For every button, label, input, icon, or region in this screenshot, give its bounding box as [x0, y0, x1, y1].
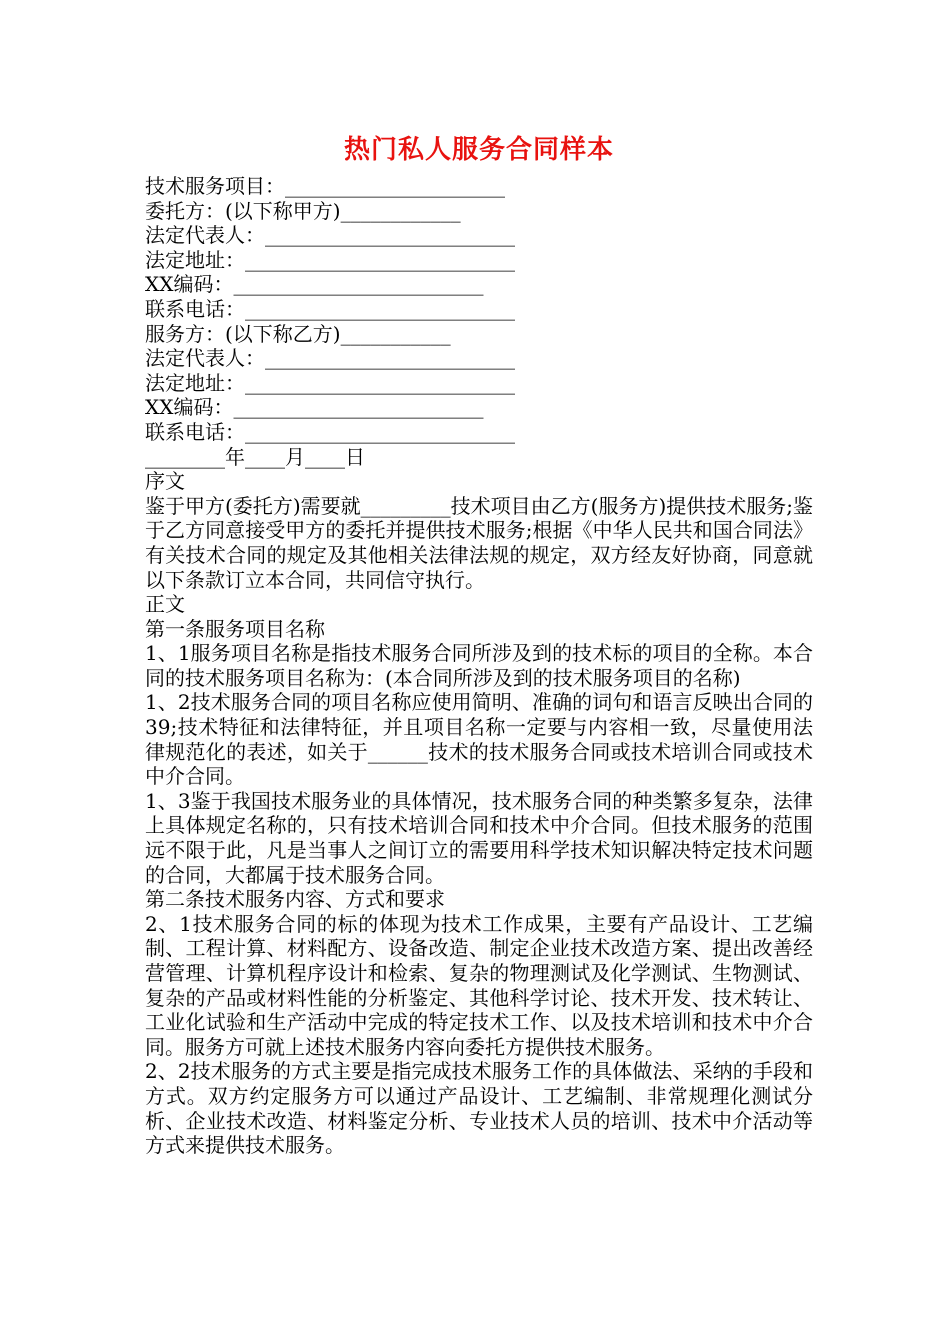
field-client-legal-rep: 法定代表人：_________________________: [145, 223, 515, 248]
article-1-heading: 第一条服务项目名称: [145, 616, 325, 641]
field-client: 委托方：(以下称甲方)____________: [145, 198, 461, 223]
clause-2-1: 2、1技术服务合同的标的体现为技术工作成果，主要有产品设计、工艺编制、工程计算、材料配方、设备改造、制定企业技术改造方案、提出改善经营管理、计算机程序设计和检索、复杂的物理测试及化学测试、生物测试、复杂的产品或材料性能的分析鉴定、其他科学讨论、技术开发、技术转让、工业化试验和生产活动中完成的特定技术工作、以及技术培训和技术中介合同。服务方可就上述技术服务内容向委托方提供技术服务。: [145, 911, 813, 1059]
field-client-address: 法定地址：___________________________: [145, 247, 515, 272]
section-preface-heading: 序文: [145, 469, 185, 494]
document-title: 热门私人服务合同样本: [343, 135, 614, 165]
article-2-heading: 第二条技术服务内容、方式和要求: [145, 887, 445, 912]
field-provider-phone: 联系电话：___________________________: [145, 419, 515, 444]
clause-1-3: 1、3鉴于我国技术服务业的具体情况，技术服务合同的种类繁多复杂，法律上具体规定名称的，只有技术培训合同和技术中介合同。但技术服务的范围远不限于此，凡是当事人之间订立的需要用科学技术知识解决特定技术问题的合同，大都属于技术服务合同。: [145, 788, 813, 887]
preface-paragraph: 鉴于甲方(委托方)需要就_________技术项目由乙方(服务方)提供技术服务;鉴于乙方同意接受甲方的委托并提供技术服务;根据《中华人民共和国合同法》有关技术合同的规定及其他相关法律法规的规定，双方经友好协商，同意就以下条款订立本合同，共同信守执行。: [145, 493, 813, 592]
section-body-heading: 正文: [145, 592, 185, 617]
field-service-project: 技术服务项目：______________________: [145, 174, 505, 198]
clause-2-2: 2、2技术服务的方式主要是指完成技术服务工作的具体做法、采纳的手段和方式。双方约定服务方可以通过产品设计、工艺编制、非常规理化测试分析、企业技术改造、材料鉴定分析、专业技术人员的培训、技术中介活动等方式来提供技术服务。: [145, 1059, 813, 1158]
field-date: ________年____月____日: [145, 444, 365, 469]
clause-1-1: 1、1服务项目名称是指技术服务合同所涉及到的技术标的项目的全称。本合同的技术服务项目名称为：(本合同所涉及到的技术服务项目的名称): [145, 641, 813, 690]
field-provider: 服务方：(以下称乙方)___________: [145, 321, 451, 346]
clause-1-2: 1、2技术服务合同的项目名称应使用简明、准确的词句和语言反映出合同的39;技术特征和法律特征，并且项目名称一定要与内容相一致，尽量使用法律规范化的表述，如关于______技术的技术服务合同或技术培训合同或技术中介合同。: [145, 690, 813, 789]
field-provider-address: 法定地址：___________________________: [145, 370, 515, 395]
field-provider-legal-rep: 法定代表人：_________________________: [145, 346, 515, 371]
field-client-postcode: XX编码：_________________________: [145, 272, 484, 297]
document-page: [145, 132, 813, 1158]
field-client-phone: 联系电话：___________________________: [145, 296, 515, 321]
field-provider-postcode: XX编码：_________________________: [145, 395, 484, 420]
